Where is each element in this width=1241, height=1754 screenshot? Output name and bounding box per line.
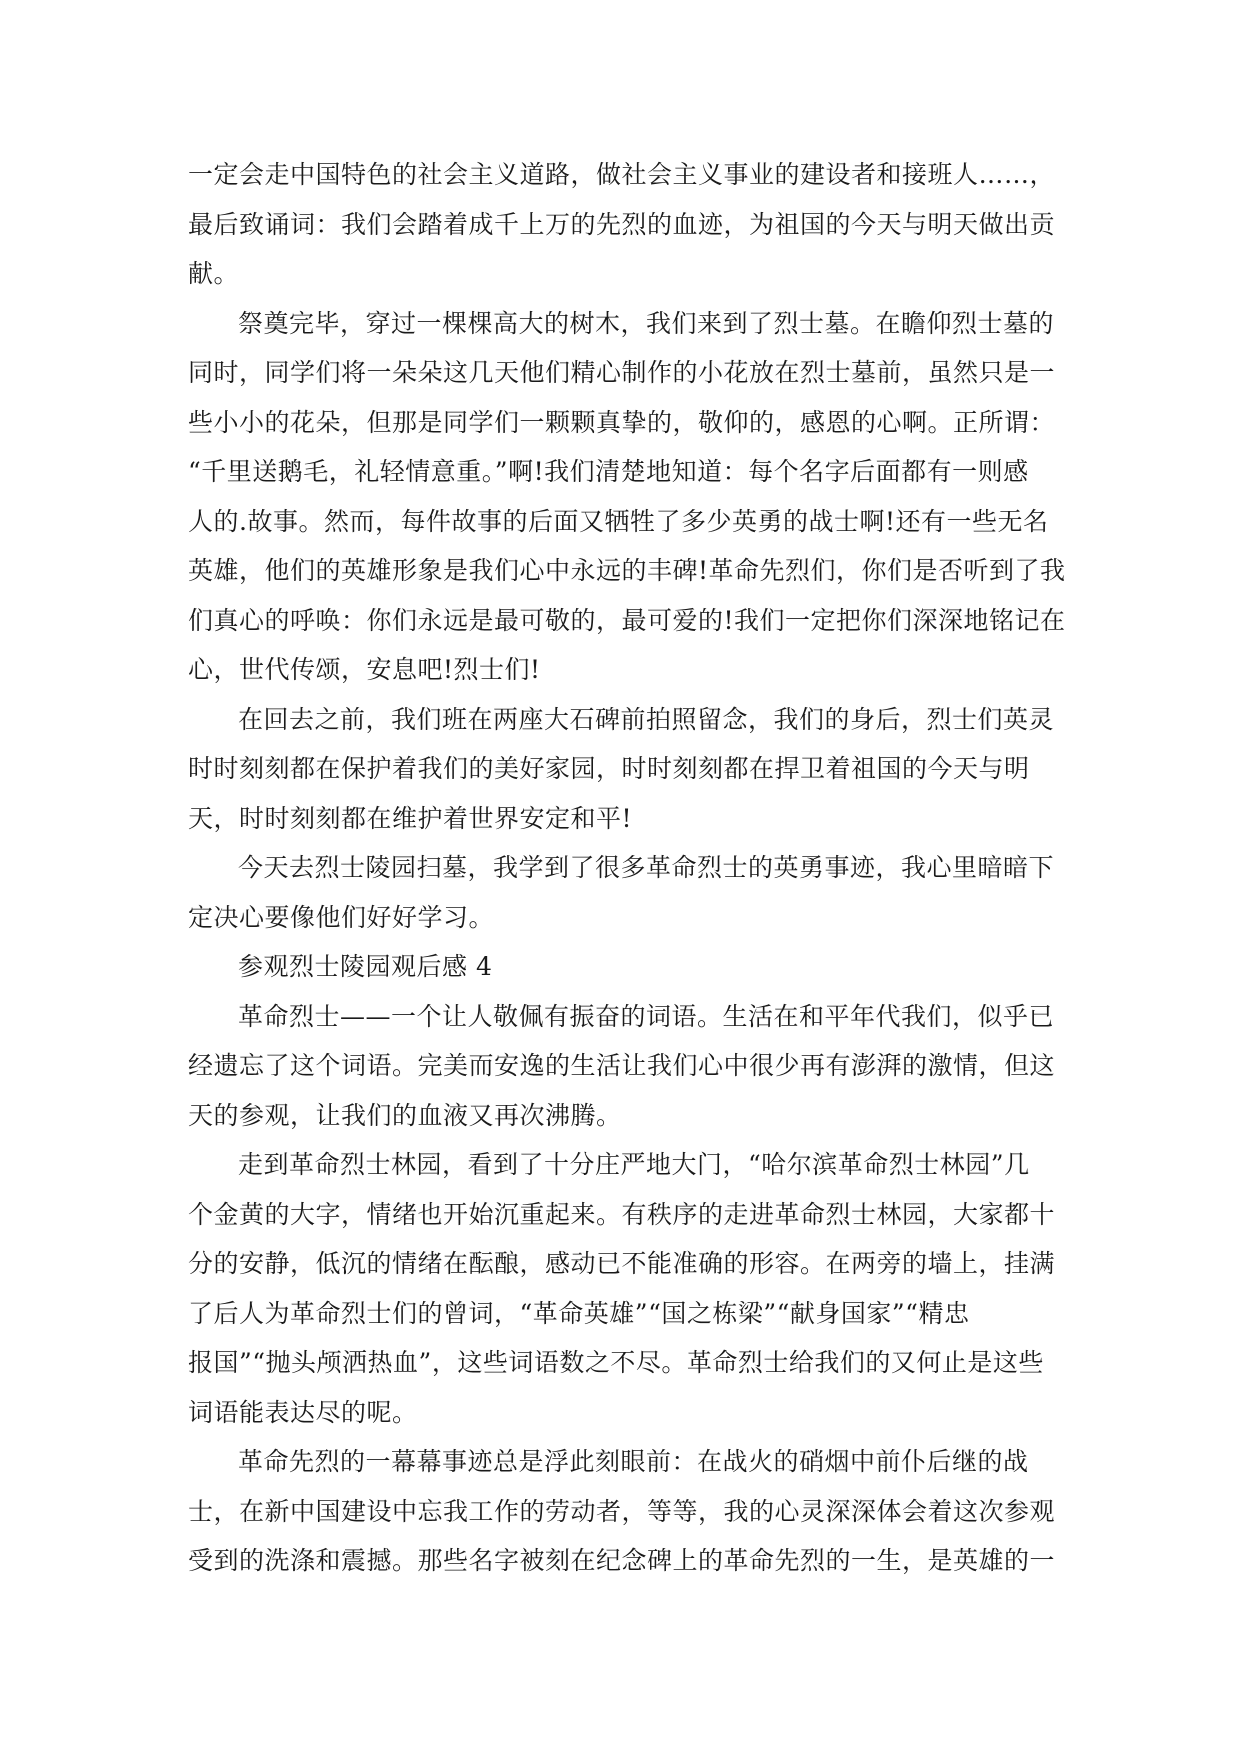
text-line: 革命先烈的一幕幕事迹总是浮此刻眼前：在战火的硝烟中前仆后继的战	[238, 1447, 1029, 1476]
text-line: 些小小的花朵，但那是同学们一颗颗真挚的，敬仰的，感恩的心啊。正所谓：	[188, 407, 1056, 437]
text-line: 天的参观，让我们的血液又再次沸腾。	[188, 1100, 622, 1130]
text-line: 同时，同学们将一朵朵这几天他们精心制作的小花放在烈士墓前，虽然只是一	[188, 358, 1056, 387]
text-line: 们真心的呼唤：你们永远是最可敬的，最可爱的!我们一定把你们深深地铭记在	[188, 605, 1066, 635]
text-line: 士，在新中国建设中忘我工作的劳动者，等等，我的心灵深深体会着这次参观	[188, 1496, 1056, 1526]
text-line: 经遗忘了这个词语。完美而安逸的生活让我们心中很少再有澎湃的激情，但这	[188, 1051, 1056, 1080]
text-line: 革命烈士——一个让人敬佩有振奋的词语。生活在和平年代我们，似乎已	[238, 1001, 1055, 1031]
text-line: 人的.故事。然而，每件故事的后面又牺牲了多少英勇的战士啊!还有一些无名	[188, 506, 1049, 536]
text-line: 报国”“抛头颅洒热血”，这些词语数之不尽。革命烈士给我们的又何止是这些	[188, 1348, 1044, 1377]
document-body	[188, 150, 1066, 1586]
text-line: 定决心要像他们好好学习。	[188, 902, 495, 932]
text-line: 祭奠完毕，穿过一棵棵高大的树木，我们来到了烈士墓。在瞻仰烈士墓的	[238, 308, 1055, 338]
text-line: “千里送鹅毛，礼轻情意重。”啊!我们清楚地知道：每个名字后面都有一则感	[188, 457, 1029, 486]
text-line: 献。	[188, 259, 240, 288]
text-line: 最后致诵词：我们会踏着成千上万的先烈的血迹，为祖国的今天与明天做出贡	[188, 209, 1056, 239]
text-line: 英雄，他们的英雄形象是我们心中永远的丰碑!革命先烈们，你们是否听到了我	[188, 556, 1066, 585]
text-line: 了后人为革命烈士们的曾词，“革命英雄”“国之栋梁”“献身国家”“精忠	[188, 1298, 970, 1328]
text-line: 时时刻刻都在保护着我们的美好家园，时时刻刻都在捍卫着祖国的今天与明	[188, 754, 1030, 783]
text-line: 个金黄的大字，情绪也开始沉重起来。有秩序的走进革命烈士林园，大家都十	[188, 1199, 1056, 1229]
text-line: 心，世代传颂，安息吧!烈士们!	[188, 655, 541, 684]
text-line: 天，时时刻刻都在维护着世界安定和平!	[188, 803, 633, 833]
text-line: 今天去烈士陵园扫墓，我学到了很多革命烈士的英勇事迹，我心里暗暗下	[238, 853, 1055, 882]
text-line: 在回去之前，我们班在两座大石碑前拍照留念，我们的身后，烈士们英灵	[238, 704, 1055, 734]
text-line: 受到的洗涤和震撼。那些名字被刻在纪念碑上的革命先烈的一生，是英雄的一	[188, 1546, 1056, 1575]
text-line: 参观烈士陵园观后感 4	[238, 952, 493, 981]
text-line: 一定会走中国特色的社会主义道路，做社会主义事业的建设者和接班人……，	[188, 160, 1056, 189]
text-line: 词语能表达尽的呢。	[188, 1397, 418, 1427]
text-line: 走到革命烈士林园，看到了十分庄严地大门，“哈尔滨革命烈士林园”几	[238, 1150, 1030, 1179]
text-line: 分的安静，低沉的情绪在酝酿，感动已不能准确的形容。在两旁的墙上，挂满	[188, 1249, 1056, 1278]
